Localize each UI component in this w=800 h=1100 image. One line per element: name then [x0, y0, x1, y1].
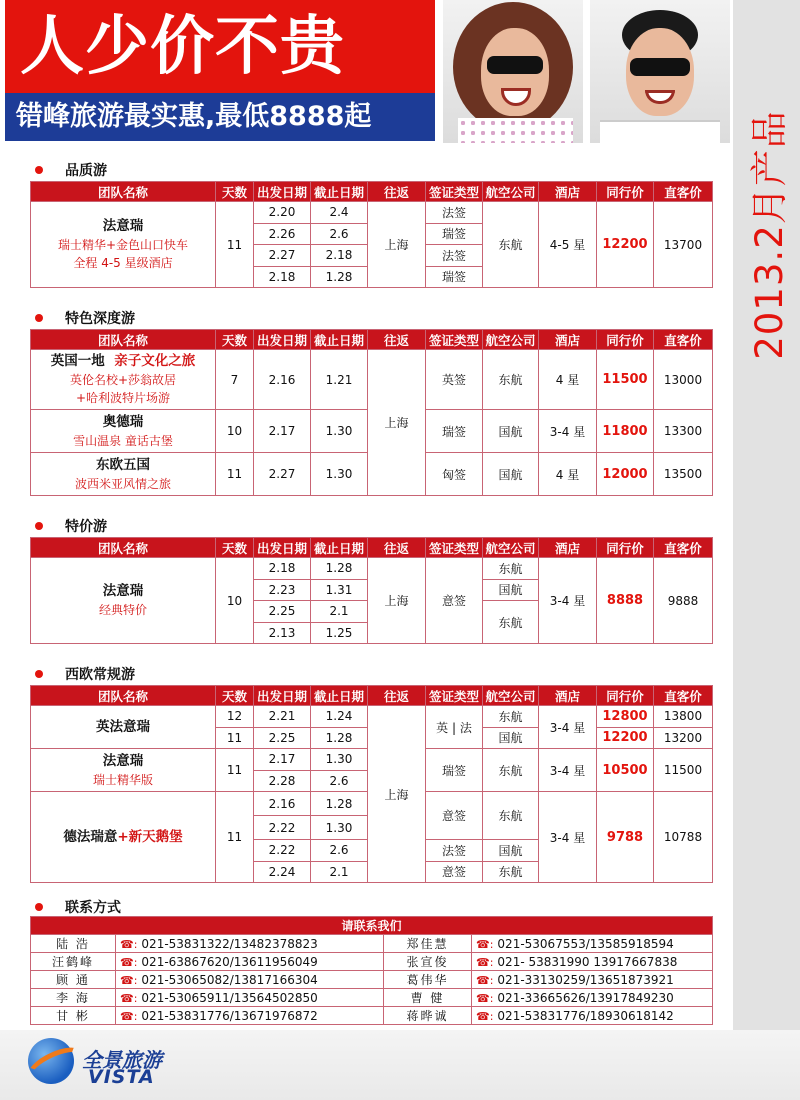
table-row: 11 2.25 1.28 国航 12200 13200 [31, 727, 713, 749]
table-row: 奥德瑞 雪山温泉 童话古堡 10 2.17 1.30 瑞签 国航 3-4 星 11800 13300 [31, 410, 713, 453]
headline: 人少价不贵 [20, 10, 345, 84]
table-row: 2.18 1.28 瑞签 [31, 266, 713, 288]
table-row: 法意瑞 瑞士精华版 11 2.17 1.30 瑞签 东航 3-4 星 10500 11500 [31, 749, 713, 771]
table-row: 2.23 1.31 国航 [31, 579, 713, 601]
bullet-icon [35, 903, 43, 911]
table-row: 法意瑞 瑞士精华+金色山口快车 全程 4-5 星级酒店 11 2.20 2.4 上海 法签 东航 4-5 星 12200 13700 [31, 202, 713, 224]
contact-row: 陆 浩 ☎: 021-53831322/13482378823 郑佳慧 ☎: 021-53067553/13585918594 [31, 935, 713, 953]
product-table [30, 181, 713, 288]
table-header: 团队名称 天数 出发日期 截止日期 往返 签证类型 航空公司 酒店 同行价 直客价 [31, 330, 713, 350]
table-row: 2.27 2.18 法签 [31, 245, 713, 267]
product-table [30, 537, 713, 644]
table-header: 团队名称 天数 出发日期 截止日期 往返 签证类型 航空公司 酒店 同行价 直客价 [31, 686, 713, 706]
woman-photo [443, 0, 583, 143]
bullet-icon [35, 522, 43, 530]
table-row: 2.13 1.25 [31, 622, 713, 644]
phone-icon: ☎: [476, 955, 494, 969]
group-name-cell: 奥德瑞 雪山温泉 童话古堡 [31, 410, 216, 453]
contact-row: 汪鹤峰 ☎: 021-63867620/13611956049 张宣俊 ☎: 021- 53831990 13917667838 [31, 953, 713, 971]
group-name-cell: 德法瑞意+新天鹅堡 [31, 792, 216, 883]
table-row: 法意瑞 经典特价 10 2.18 1.28 上海 意签 东航 3-4 星 8888 9888 [31, 558, 713, 580]
group-name-cell: 英国一地 亲子文化之旅 英伦名校+莎翁故居 +哈利波特片场游 [31, 350, 216, 410]
phone-icon: ☎: [476, 937, 494, 951]
table-row: 2.25 2.1 东航 [31, 601, 713, 623]
bullet-icon [35, 166, 43, 174]
table-row: 2.22 2.6 法签 国航 [31, 840, 713, 862]
phone-icon: ☎: [120, 973, 138, 987]
side-banner-text: 2013.2月产品 [748, 110, 791, 360]
group-name-cell: 东欧五国 波西米亚风情之旅 [31, 453, 216, 496]
table-header: 团队名称 天数 出发日期 截止日期 往返 签证类型 航空公司 酒店 同行价 直客价 [31, 182, 713, 202]
section-title: 联系方式 [30, 897, 712, 916]
product-list [30, 160, 712, 1025]
table-row: 2.28 2.6 [31, 770, 713, 792]
table-row: 英国一地 亲子文化之旅 英伦名校+莎翁故居 +哈利波特片场游 7 2.16 1.21 上海 英签 东航 4 星 11500 13000 [31, 350, 713, 410]
section-title: 特色深度游 [30, 308, 712, 327]
phone-icon: ☎: [476, 1009, 494, 1023]
headline-subtitle: 错峰旅游最实惠,最低8888起 [16, 101, 372, 132]
group-name-cell: 英法意瑞 [31, 706, 216, 749]
phone-icon: ☎: [120, 937, 138, 951]
bullet-icon [35, 314, 43, 322]
contact-row: 顾 通 ☎: 021-53065082/13817166304 葛伟华 ☎: 021-33130259/13651873921 [31, 971, 713, 989]
product-table [30, 685, 713, 883]
product-table [30, 329, 713, 496]
section-title: 西欧常规游 [30, 664, 712, 683]
contact-header: 请联系我们 [31, 917, 713, 935]
phone-icon: ☎: [120, 1009, 138, 1023]
brand-name-cn: 全景旅游 [82, 1048, 162, 1072]
group-name-cell: 法意瑞 瑞士精华+金色山口快车 全程 4-5 星级酒店 [31, 202, 216, 288]
phone-icon: ☎: [476, 973, 494, 987]
table-row: 英法意瑞 12 2.21 1.24 上海 英 | 法 东航 3-4 星 12800 13800 [31, 706, 713, 728]
table-row: 德法瑞意+新天鹅堡 11 2.16 1.28 意签 东航 3-4 星 9788 10788 [31, 792, 713, 808]
contact-row: 甘 彬 ☎: 021-53831776/13671976872 蒋晔诚 ☎: 021-53831776/18930618142 [31, 1007, 713, 1025]
contact-row: 李 海 ☎: 021-53065911/13564502850 曹 健 ☎: 021-33665626/13917849230 [31, 989, 713, 1007]
man-photo [590, 0, 730, 143]
phone-icon: ☎: [120, 991, 138, 1005]
bullet-icon [35, 670, 43, 678]
table-row: 东欧五国 波西米亚风情之旅 11 2.27 1.30 匈签 国航 4 星 12000 13500 [31, 453, 713, 496]
group-name-cell: 法意瑞 经典特价 [31, 558, 216, 644]
table-header: 团队名称 天数 出发日期 截止日期 往返 签证类型 航空公司 酒店 同行价 直客价 [31, 538, 713, 558]
phone-icon: ☎: [120, 955, 138, 969]
group-name-cell: 法意瑞 瑞士精华版 [31, 749, 216, 792]
table-row: 2.24 2.1 意签 东航 [31, 861, 713, 883]
table-row: 2.26 2.6 瑞签 [31, 223, 713, 245]
section-title: 特价游 [30, 516, 712, 535]
contact-table [30, 916, 713, 1025]
brand-name-en: VISTA [88, 1066, 155, 1088]
phone-icon: ☎: [476, 991, 494, 1005]
section-title: 品质游 [30, 160, 712, 179]
table-row: 2.22 1.30 [31, 816, 713, 830]
